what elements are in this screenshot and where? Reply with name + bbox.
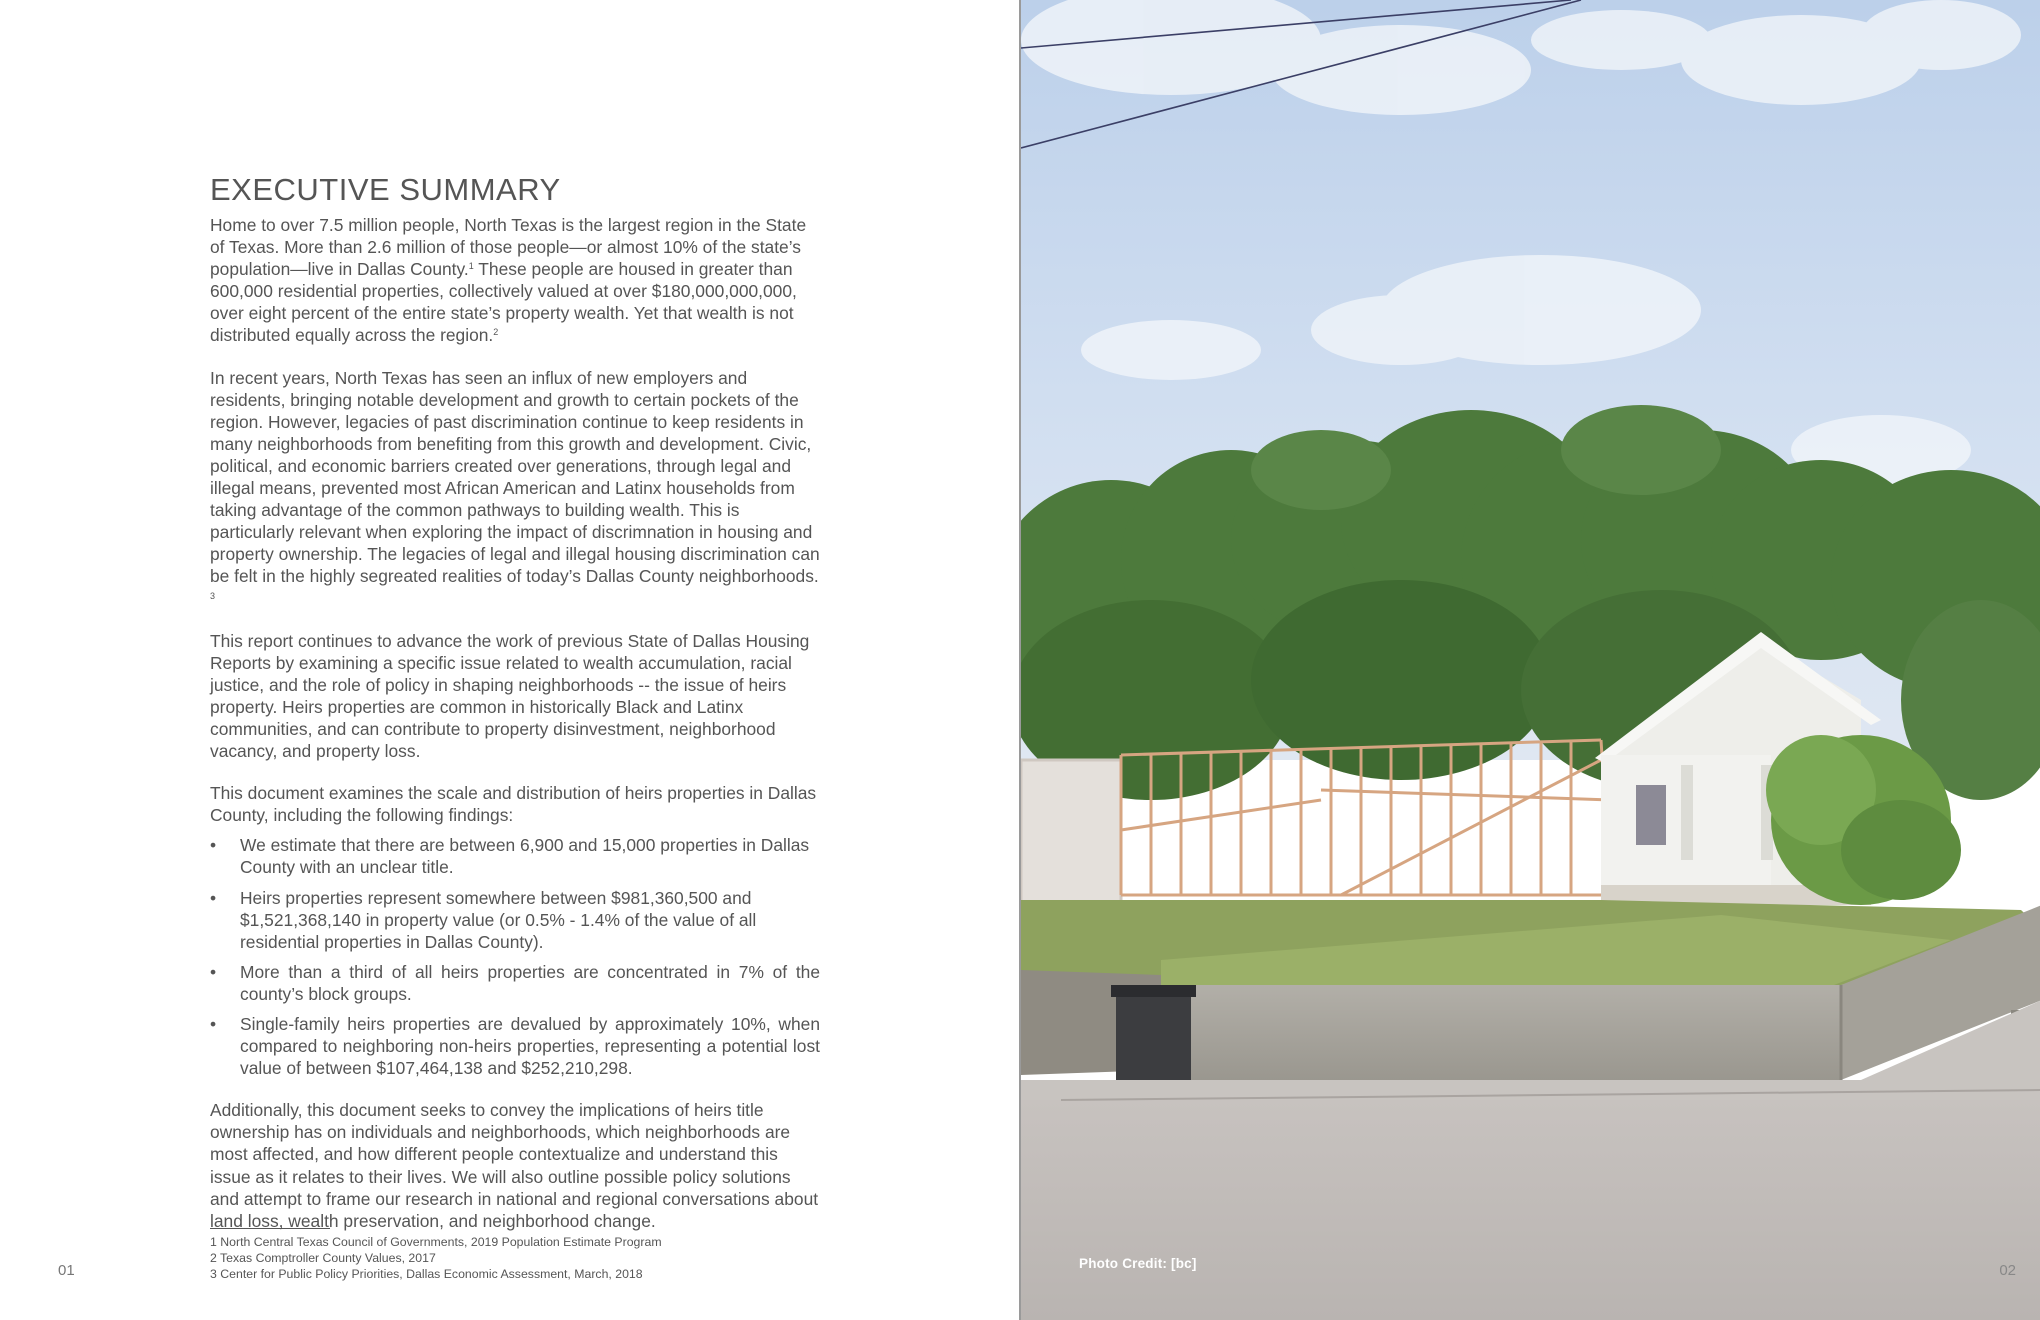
- bullet-icon: •: [210, 835, 217, 856]
- retaining-wall: [1161, 985, 1841, 1080]
- list-item: [210, 834, 820, 878]
- photo-credit: Photo Credit: [bc]: [1079, 1256, 1197, 1271]
- footnote-2: 2 Texas Comptroller County Values, 2017: [210, 1251, 436, 1265]
- finding-text: Heirs properties represent somewhere between $981,360,500 and $1,521,368,140 in property value (or 0.5% - 1.4% of the value of all residential properties in Dallas County).: [240, 887, 757, 952]
- findings-list: [210, 834, 820, 1079]
- trash-bin: [1111, 985, 1196, 1080]
- paragraph-implications: Additionally, this document seeks to convey the implications of heirs title ownership has on individuals and neighborhoods, which neighborhoods are most affected, and how different people contextualize and understand this issue as it relates to their lives. We will also outline possible policy solutions and attempt to frame our research in national and regional conversations about land loss, wealth preservation, and neighborhood change.: [210, 1100, 819, 1231]
- street: [1021, 1100, 2040, 1320]
- summary-content: [210, 172, 820, 1252]
- paragraph-discrimination-text: In recent years, North Texas has seen an influx of new employers and residents, bringing notable development and growth to certain pockets of the region. However, legacies of past discrimination continue to keep residents in many neighborhoods from benefiting from this growth and development. Civic, political, and economic barriers created over generations, through legal and illegal means, prevented most African American and Latinx households from taking advantage of the common pathways to building wealth. This is particularly relevant when exploring the impact of discrimnation in housing and property ownership. The legacies of legal and illegal housing discrimination can be felt in the highly segreated realities of today’s Dallas County neighborhoods.: [210, 367, 820, 587]
- footnote-ref-2: 2: [493, 327, 499, 338]
- paragraph-discrimination: [210, 367, 820, 610]
- footnote-ref-3: 3: [210, 590, 216, 601]
- list-item: [210, 1013, 820, 1079]
- finding-text: Single-family heirs properties are devalued by approximately 10%, when compared to neighboring non-heirs properties, representing a potential lost value of between $107,464,138 and $252,210,298.: [240, 1014, 820, 1079]
- paragraph-population: [210, 214, 820, 347]
- paragraph-population-text-a: Home to over 7.5 million people, North Texas is the largest region in the State of Texas. More than 2.6 million of those people—or almost 10% of the state’s population—live in Dallas County.: [210, 215, 807, 280]
- left-page: [0, 0, 1019, 1320]
- bullet-icon: •: [210, 1014, 217, 1034]
- page-title: EXECUTIVE SUMMARY: [210, 172, 561, 207]
- finding-text: More than a third of all heirs properties are concentrated in 7% of the county’s block groups.: [240, 961, 820, 1004]
- house-photo: [1021, 0, 2040, 1320]
- footnotes: [210, 1234, 810, 1282]
- bullet-icon: •: [210, 887, 217, 908]
- paragraph-report: This report continues to advance the work of previous State of Dallas Housing Reports by examining a specific issue related to wealth accumulation, racial justice, and the role of policy in shaping neighborhoods -- the issue of heirs property. Heirs properties are common in historically Black and Latinx communities, and can contribute to property disinvestment, neighborhood vacancy, and property loss.: [210, 630, 810, 762]
- paragraph-findings-intro: This document examines the scale and distribution of heirs properties in Dallas County, including the following findings:: [210, 783, 817, 826]
- right-page: [1019, 0, 2040, 1320]
- page-number-left: 01: [58, 1262, 75, 1279]
- paragraph-population-text-b: These people are housed in greater than 600,000 residential properties, collectively valued at over $180,000,000,000, over eight percent of the entire state’s property wealth. Yet that wealth is not distributed equally across the region.: [210, 259, 797, 346]
- bullet-icon: •: [210, 961, 217, 982]
- footnote-1: 1 North Central Texas Council of Governments, 2019 Population Estimate Program: [210, 1235, 662, 1249]
- list-item: [210, 887, 820, 953]
- page-number-right: 02: [1999, 1262, 2016, 1279]
- list-item: [210, 961, 820, 1005]
- wood-framing: [1021, 740, 1611, 905]
- footnote-divider: [210, 1228, 330, 1229]
- footnote-3: 3 Center for Public Policy Priorities, Dallas Economic Assessment, March, 2018: [210, 1267, 643, 1281]
- footnote-ref-1: 1: [468, 261, 474, 272]
- finding-text: We estimate that there are between 6,900 and 15,000 properties in Dallas County with an unclear title.: [240, 835, 810, 878]
